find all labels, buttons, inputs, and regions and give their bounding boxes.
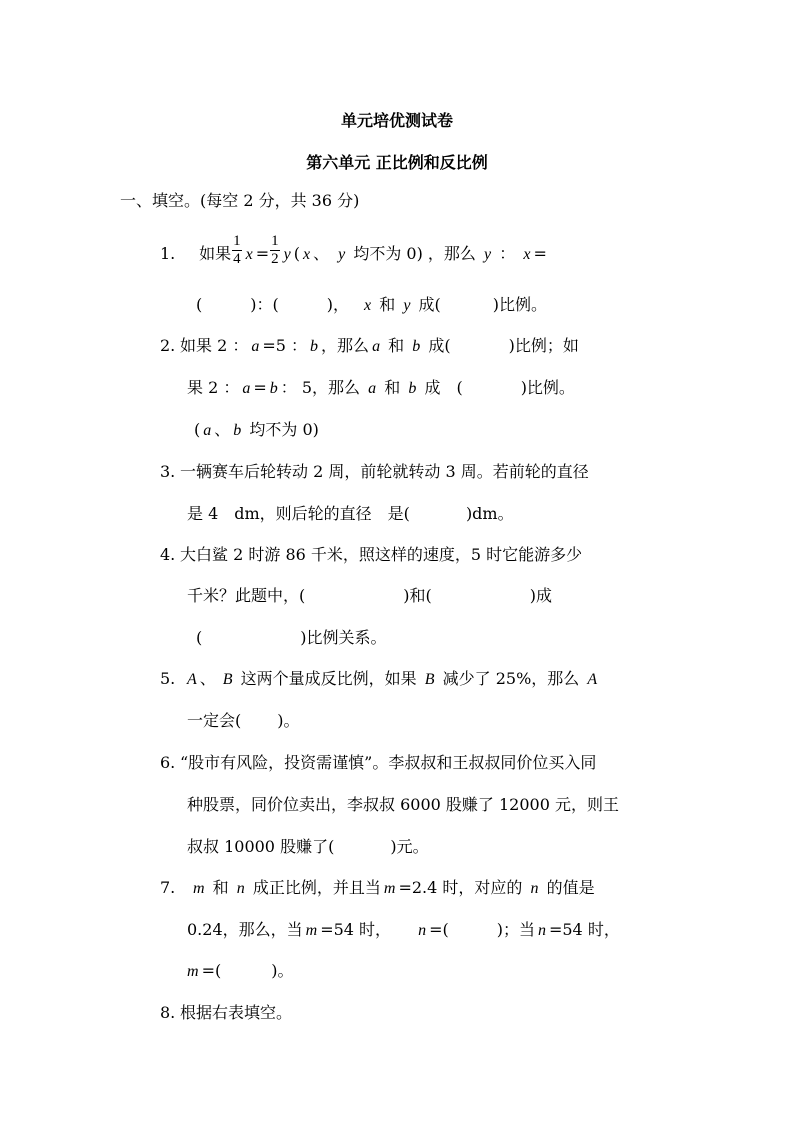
question-8-line-1: 8. 根据右表填空。 xyxy=(160,1003,293,1022)
question-7-line-2: 0.24，那么，当 m =54 时， n =( )；当 n =54 时， xyxy=(187,920,620,939)
question-number: 7. xyxy=(160,878,176,897)
question-2-line-3: ( a 、 b 均不为 0) xyxy=(194,420,319,439)
question-4-line-2: 千米？此题中，( )和( )成 xyxy=(187,586,552,605)
question-number: 1. xyxy=(160,244,176,263)
question-6-line-2: 种股票，同价位卖出，李叔叔 6000 股赚了 12000 元，则王 xyxy=(187,795,619,814)
question-6-line-3: 叔叔 10000 股赚了( )元。 xyxy=(187,837,429,856)
question-4-line-3: ( )比例关系。 xyxy=(196,628,387,647)
question-2-line-2: 果 2 ： a = b ： 5，那么 a 和 b 成 ( )比例。 xyxy=(187,378,575,397)
question-7-line-1: 7. m 和 n 成正比例，并且当 m =2.4 时，对应的 n 的值是 xyxy=(160,878,595,897)
section-heading: 一、填空。(每空 2 分，共 36 分) xyxy=(120,191,360,210)
question-3-line-2: 是 4 dm，则后轮的直径 是( )dm。 xyxy=(187,504,514,523)
question-2-line-1: 2. 如果 2 ： a =5 ： b ，那么 a 和 b 成( )比例；如 xyxy=(160,336,579,355)
question-5-line-1: 5. A 、 B 这两个量成反比例，如果 B 减少了 25%，那么 A xyxy=(160,669,598,688)
question-1-line-2: ( )：( )， x 和 y 成( )比例。 xyxy=(196,295,548,314)
fraction: $\frac{1}{2}$ xyxy=(271,233,279,267)
question-3-line-1: 3. 一辆赛车后轮转动 2 周，前轮就转动 3 周。若前轮的直径 xyxy=(160,462,589,481)
question-number: 5. xyxy=(160,669,176,688)
question-number: 8. xyxy=(160,1003,176,1022)
unit-subtitle: 第六单元 正比例和反比例 xyxy=(306,153,488,172)
question-number: 2. xyxy=(160,336,176,355)
question-4-line-1: 4. 大白鲨 2 时游 86 千米，照这样的速度，5 时它能游多少 xyxy=(160,545,583,564)
fraction: $\frac{1}{4}$ xyxy=(233,233,241,267)
question-number: 4. xyxy=(160,545,176,564)
question-5-line-2: 一定会( )。 xyxy=(187,711,300,730)
question-1-line-1: 1. 如果 $\frac{1}{4}$ x = $\frac{1}{2}$ y ( x 、 y 均不为 0) ，那么 y ： x = xyxy=(160,233,547,267)
question-number: 6. xyxy=(160,753,176,772)
question-number: 3. xyxy=(160,462,176,481)
page-title: 单元培优测试卷 xyxy=(340,111,453,130)
question-7-line-3: m =( )。 xyxy=(187,961,294,980)
question-6-line-1: 6. “股市有风险，投资需谨慎”。李叔叔和王叔叔同价位买入同 xyxy=(160,753,597,772)
